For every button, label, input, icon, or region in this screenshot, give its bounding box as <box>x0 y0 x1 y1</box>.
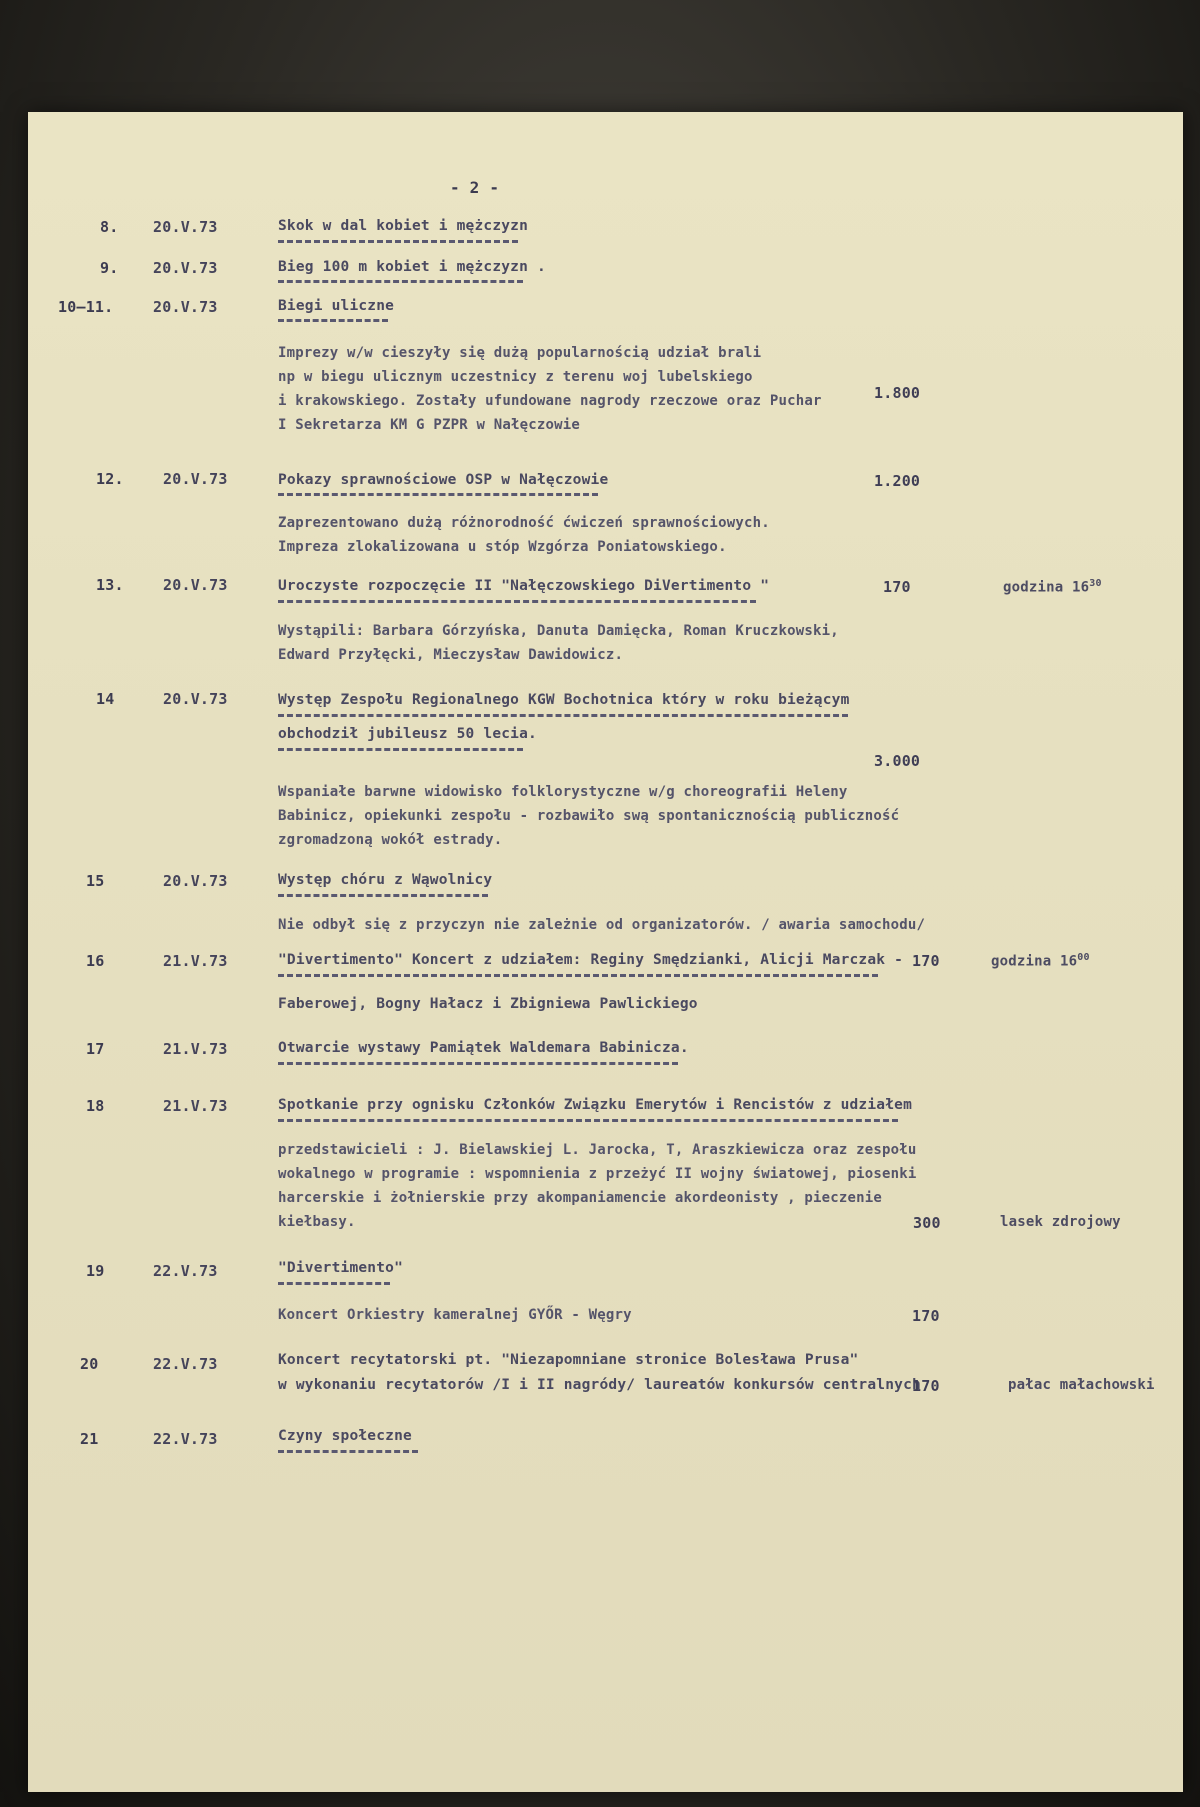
entry-description-line: Nie odbył się z przyczyn nie zależnie od organizatorów. / awaria samochodu/ <box>278 917 926 933</box>
entry-description-line: i krakowskiego. Zostały ufundowane nagrody rzeczowe oraz Puchar <box>278 393 822 409</box>
entry-description-line: zgromadzoną wokół estrady. <box>278 832 503 848</box>
title-underline <box>278 600 756 603</box>
title-underline <box>278 1450 418 1453</box>
title-underline <box>278 240 518 243</box>
title-underline <box>278 493 598 496</box>
entry-description-line: Impreza zlokalizowana u stóp Wzgórza Poniatowskiego. <box>278 539 727 555</box>
entry-amount: 1.800 <box>874 384 921 402</box>
entry-amount: 170 <box>912 952 940 970</box>
entry-title: Pokazy sprawnościowe OSP w Nałęczowie <box>278 472 609 488</box>
entry-title: Spotkanie przy ognisku Członków Związku Emerytów i Rencistów z udziałem <box>278 1097 913 1113</box>
entry-number: 15 <box>86 872 105 890</box>
entry-number: 20 <box>80 1355 99 1373</box>
entry-note: godzina $16^{00}$ <box>991 952 1090 970</box>
entry-amount: 170 <box>883 578 911 596</box>
entry-number: 16 <box>86 952 105 970</box>
entry-description-line: Wspaniałe barwne widowisko folklorystyczne w/g choreografii Heleny <box>278 784 848 800</box>
entry-title: "Divertimento" <box>278 1260 404 1276</box>
entry-number: 18 <box>86 1097 105 1115</box>
entry-date: 20.V.73 <box>163 470 228 488</box>
entry-number: 19 <box>86 1262 105 1280</box>
entry-note: godzina $16^{30}$ <box>1003 578 1102 596</box>
entry-number: 13. <box>96 576 124 594</box>
entry-number: 14 <box>96 690 115 708</box>
title-underline <box>278 319 388 322</box>
title-underline <box>278 974 878 977</box>
title-underline <box>278 714 848 717</box>
title-underline <box>278 894 488 897</box>
entry-title-continued: w wykonaniu recytatorów /I i II nagródy/ laureatów konkursów centralnych <box>278 1377 921 1393</box>
title-underline <box>278 748 523 751</box>
entry-number: 9. <box>100 259 119 277</box>
entry-title: Czyny społeczne <box>278 1428 412 1444</box>
entry-title: Bieg 100 m kobiet i mężczyzn . <box>278 259 546 275</box>
entry-date: 20.V.73 <box>153 298 218 316</box>
entry-description-line: Wystąpili: Barbara Górzyńska, Danuta Damięcka, Roman Kruczkowski, <box>278 623 839 639</box>
entry-description-line: przedstawicieli : J. Bielawskiej L. Jarocka, T, Araszkiewicza oraz zespołu <box>278 1142 917 1158</box>
entry-number: 17 <box>86 1040 105 1058</box>
typewritten-page <box>28 112 1183 1792</box>
entry-date: 21.V.73 <box>163 952 228 970</box>
entry-date: 20.V.73 <box>163 576 228 594</box>
title-underline <box>278 280 523 283</box>
title-underline <box>278 1119 898 1122</box>
entry-title: Występ Zespołu Regionalnego KGW Bochotnica który w roku bieżącym <box>278 692 850 708</box>
entry-description-line: harcerskie i żołnierskie przy akompaniamencie akordeonisty , pieczenie <box>278 1190 883 1206</box>
entry-note: pałac małachowski <box>1008 1377 1155 1393</box>
entry-description-line: np w biegu ulicznym uczestnicy z terenu woj lubelskiego <box>278 369 753 385</box>
entry-title: Skok w dal kobiet i mężczyzn <box>278 218 529 234</box>
entry-date: 21.V.73 <box>163 1097 228 1115</box>
entry-description-line: Zaprezentowano dużą różnorodność ćwiczeń sprawnościowych. <box>278 515 770 531</box>
entry-date: 22.V.73 <box>153 1430 218 1448</box>
entry-description-line: Koncert Orkiestry kameralnej GYŐR - Węgry <box>278 1307 632 1323</box>
entry-title-continued: obchodził jubileusz 50 lecia. <box>278 726 537 742</box>
entry-title: Biegi uliczne <box>278 298 395 314</box>
entry-date: 20.V.73 <box>153 218 218 236</box>
time-superscript: 00 <box>1077 952 1090 963</box>
entry-title: "Divertimento" Koncert z udziałem: Reginy Smędzianki, Alicji Marczak - <box>278 952 904 968</box>
page-number: - 2 - <box>450 178 500 197</box>
entry-date: 22.V.73 <box>153 1355 218 1373</box>
title-underline <box>278 1282 390 1285</box>
entry-amount: 1.200 <box>874 472 921 490</box>
time-superscript: 30 <box>1089 578 1102 589</box>
entry-amount: 170 <box>912 1377 940 1395</box>
entry-amount: 170 <box>912 1307 940 1325</box>
entry-title: Otwarcie wystawy Pamiątek Waldemara Babinicza. <box>278 1040 689 1056</box>
entry-amount: 3.000 <box>874 752 921 770</box>
entry-title: Uroczyste rozpoczęcie II "Nałęczowskiego DiVertimento " <box>278 578 770 594</box>
entry-description-line: Babinicz, opiekunki zespołu - rozbawiło swą spontanicznością publiczność <box>278 808 900 824</box>
entry-description-line: kiełbasy. <box>278 1214 356 1230</box>
entry-description-line: Edward Przyłęcki, Mieczysław Dawidowicz. <box>278 647 624 663</box>
entry-date: 20.V.73 <box>163 872 228 890</box>
entry-date: 21.V.73 <box>163 1040 228 1058</box>
entry-date: 22.V.73 <box>153 1262 218 1280</box>
entry-title: Koncert recytatorski pt. "Niezapomniane stronice Bolesława Prusa" <box>278 1352 859 1368</box>
title-underline <box>278 1062 678 1065</box>
entry-number: 10—11. <box>58 298 114 316</box>
entry-number: 12. <box>96 470 124 488</box>
entry-number: 8. <box>100 218 119 236</box>
entry-description-line: I Sekretarza KM G PZPR w Nałęczowie <box>278 417 581 433</box>
entry-note: lasek zdrojowy <box>1000 1214 1121 1230</box>
entry-amount: 300 <box>913 1214 941 1232</box>
entry-description-line: wokalnego w programie : wspomnienia z przeżyć II wojny światowej, piosenki <box>278 1166 917 1182</box>
entry-title-continued: Faberowej, Bogny Hałacz i Zbigniewa Pawlickiego <box>278 996 698 1012</box>
entry-title: Występ chóru z Wąwolnicy <box>278 872 493 888</box>
entry-date: 20.V.73 <box>153 259 218 277</box>
entry-date: 20.V.73 <box>163 690 228 708</box>
entry-number: 21 <box>80 1430 99 1448</box>
entry-description-line: Imprezy w/w cieszyły się dużą popularnością udział brali <box>278 345 762 361</box>
